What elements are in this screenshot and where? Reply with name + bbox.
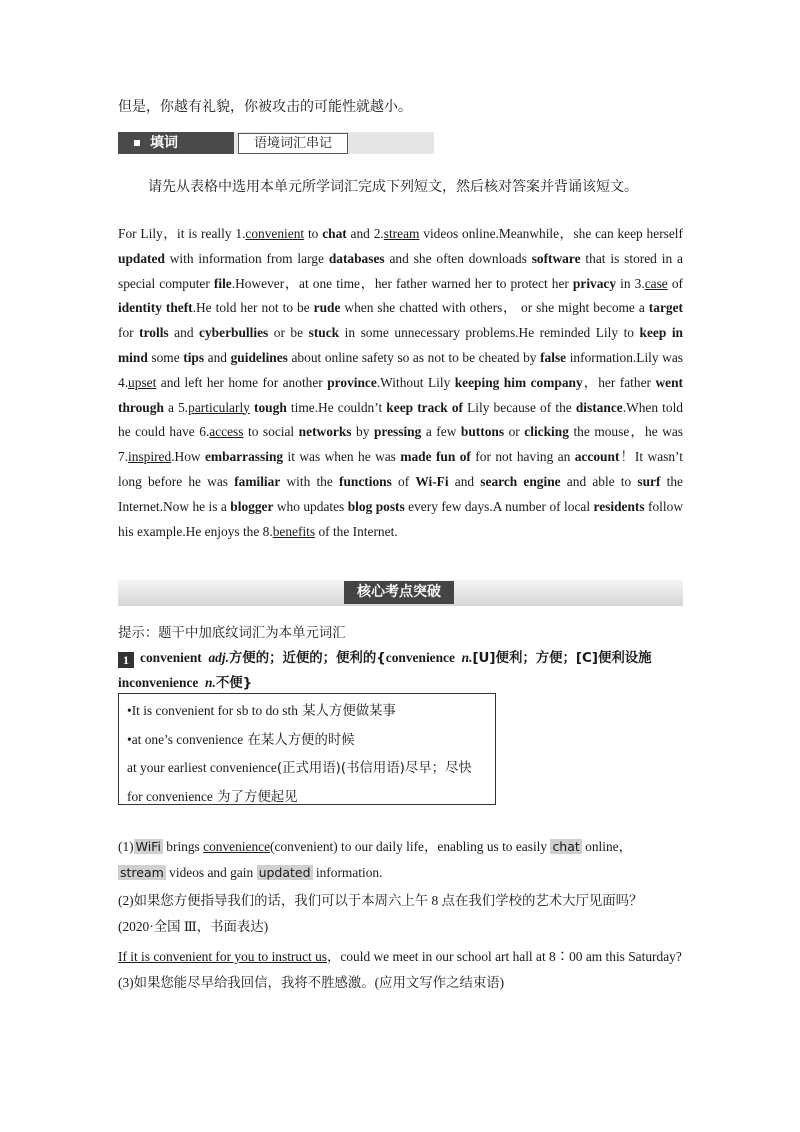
passage <box>118 222 683 544</box>
usage-item: at your earliest convenience(正式用语)(书信用语)尽早；尽快 <box>127 760 472 776</box>
key-vocab: province <box>327 374 377 390</box>
highlighted-word: stream <box>120 865 164 880</box>
key-vocab: search engine <box>480 473 561 489</box>
entry-meaning: 方便的；近便的；便利的{ <box>228 651 386 666</box>
passage-text: with the <box>280 473 339 489</box>
passage-text: in 3. <box>616 275 645 291</box>
key-vocab: functions <box>339 473 392 489</box>
section-title-core: 核心考点突破 <box>344 581 454 604</box>
key-vocab: rude <box>313 300 341 316</box>
passage-text: in some unnecessary problems.He reminded Lily to <box>339 325 640 341</box>
key-vocab: residents <box>593 498 645 514</box>
key-vocab: tough <box>254 399 287 415</box>
exercise-2-answer: If it is convenient for you to instruct us，could we meet in our school art hall at 8∶00 am this Saturday? <box>118 949 682 964</box>
key-vocab: false <box>540 349 567 365</box>
exercises <box>118 834 684 996</box>
key-vocab: guidelines <box>230 349 288 365</box>
passage-text: .When told he could have 6. <box>118 399 683 440</box>
entry-noun-meaning: [U]便利；方便；[C]便利设施 <box>472 651 652 666</box>
vocab-entry <box>118 646 688 696</box>
passage-text: .He told her not to be <box>192 300 314 316</box>
key-vocab: file <box>213 275 232 291</box>
passage-text: some <box>147 349 184 365</box>
passage-text: for <box>118 325 140 341</box>
usage-item: •at one’s convenience 在某人方便的时候 <box>127 731 355 748</box>
passage-text: that is stored in a special computer <box>118 250 683 291</box>
passage-text: .How <box>171 449 205 465</box>
exercise-2-source: (2020·全国 Ⅲ，书面表达) <box>118 919 269 934</box>
passage-text: and <box>168 325 200 341</box>
section-title: 填词 <box>118 132 234 154</box>
entry-neg-meaning: 不便} <box>215 676 253 691</box>
exercise-2-question: (2)如果您方便指导我们的话，我们可以于本周六上午 8 点在我们学校的艺术大厅见面吗？ <box>118 893 643 908</box>
hint-text: 提示：题干中加底纹词汇为本单元词汇 <box>118 625 346 640</box>
passage-text: by <box>351 424 374 440</box>
answer-blank: convenience <box>203 839 271 854</box>
usage-box <box>118 693 496 805</box>
passage-text: for not having an <box>470 449 575 465</box>
key-vocab: identity theft <box>118 300 193 316</box>
key-vocab: pressing <box>373 424 422 440</box>
key-vocab: keeping him company <box>454 374 583 390</box>
answer-blank: access <box>209 424 244 440</box>
entry-number: 1 <box>118 652 134 668</box>
key-vocab: surf <box>637 473 661 489</box>
passage-text: Lily because of the <box>462 399 576 415</box>
passage-text: follow his example.He enjoys the 8. <box>118 498 683 539</box>
square-bullet-icon <box>134 140 140 146</box>
key-vocab: embarrassing <box>204 449 284 465</box>
highlighted-word: chat <box>552 839 580 854</box>
key-vocab: cyberbullies <box>199 325 269 341</box>
passage-text: about online safety so as not to be cheated by <box>287 349 541 365</box>
key-vocab: target <box>648 300 683 316</box>
section-subtitle: 语境词汇串记 <box>238 133 348 154</box>
key-vocab: databases <box>328 250 385 266</box>
passage-text: with information from large <box>164 250 329 266</box>
entry-pos: adj. <box>208 650 229 665</box>
answer-blank: convenient <box>245 226 305 241</box>
answer-blank: stream <box>383 226 420 241</box>
section-banner-fill-words <box>118 132 434 156</box>
key-vocab: familiar <box>234 473 281 489</box>
answer-blank: particularly <box>188 399 250 415</box>
passage-text: and <box>204 349 231 365</box>
passage-text: and 2. <box>346 226 384 241</box>
passage-text: and <box>448 473 481 489</box>
highlighted-word: WiFi <box>135 839 161 854</box>
intro-sentence: 但是，你越有礼貌，你被攻击的可能性就越小。 <box>118 100 412 115</box>
key-vocab: blogger <box>230 498 274 514</box>
key-vocab: clicking <box>524 424 569 440</box>
passage-text: of the Internet. <box>315 523 398 539</box>
passage-text: to <box>304 226 323 241</box>
passage-text: .Without Lily <box>376 374 455 390</box>
answer-blank: If it is convenient for you to instruct us <box>118 949 328 964</box>
passage-text: or <box>504 424 525 440</box>
passage-text: who updates <box>273 498 348 514</box>
key-vocab: keep in mind <box>118 325 684 365</box>
passage-text: videos online.Meanwhile，she can keep herself <box>419 226 683 241</box>
passage-text: information.Lily was 4. <box>118 349 683 390</box>
passage-text: and able to <box>560 473 638 489</box>
key-vocab: privacy <box>572 275 617 291</box>
key-vocab: keep track of <box>386 399 463 415</box>
passage-text: ！It wasn’t long before he was <box>118 449 683 489</box>
passage-text: .However，at one time，her father warned her to protect her <box>231 275 573 291</box>
passage-text: to social <box>243 424 299 440</box>
entry-noun: convenience <box>385 650 455 665</box>
passage-text: every few days.A number of local <box>404 498 594 514</box>
key-vocab: stuck <box>308 325 340 341</box>
key-vocab: Wi-Fi <box>415 473 449 489</box>
passage-text: and she often downloads <box>384 250 532 266</box>
passage-text: it was when he was <box>283 449 401 465</box>
key-vocab: chat <box>322 226 347 241</box>
passage-text: of <box>391 473 416 489</box>
entry-noun-pos: n. <box>461 650 473 665</box>
entry-neg: inconvenience <box>118 675 199 690</box>
key-vocab: tips <box>183 349 205 365</box>
instruction-text: 请先从表格中选用本单元所学词汇完成下列短文，然后核对答案并背诵该短文。 <box>148 180 638 195</box>
key-vocab: made fun of <box>400 449 471 465</box>
passage-text: or be <box>268 325 309 341</box>
passage-text: the Internet.Now he is a <box>118 473 683 514</box>
highlighted-word: updated <box>258 865 311 880</box>
key-vocab: trolls <box>139 325 169 341</box>
answer-blank: benefits <box>272 523 316 539</box>
passage-text: ，her father <box>582 374 656 390</box>
passage-text: For Lily，it is really 1. <box>118 226 246 241</box>
entry-word: convenient <box>140 650 202 665</box>
answer-blank: inspired <box>128 449 172 465</box>
usage-item: for convenience 为了方便起见 <box>127 788 298 805</box>
section-banner-core <box>118 580 683 606</box>
exercise-1: (1) WiFi brings convenience(convenient) to our daily life，enabling us to easily chat online， stream videos and gain updated information. <box>118 839 633 880</box>
key-vocab: buttons <box>460 424 505 440</box>
entry-neg-pos: n. <box>205 675 216 690</box>
key-vocab: software <box>531 250 581 266</box>
answer-blank: upset <box>128 374 157 390</box>
passage-text: a 5. <box>163 399 189 415</box>
key-vocab: blog posts <box>347 498 405 514</box>
passage-text: of <box>667 275 683 291</box>
answer-blank: case <box>644 275 668 291</box>
usage-item: •It is convenient for sb to do sth 某人方便做某事 <box>127 703 396 719</box>
key-vocab: networks <box>298 424 352 440</box>
passage-text: a few <box>421 424 461 440</box>
passage-text: the mouse，he was 7. <box>118 424 683 465</box>
passage-text: time.He couldn’t <box>286 399 387 415</box>
key-vocab: account <box>574 449 620 465</box>
key-vocab: updated <box>118 250 165 266</box>
key-vocab: went through <box>118 374 683 415</box>
exercise-3-question: (3)如果您能尽早给我回信，我将不胜感激。(应用文写作之结束语) <box>118 975 505 990</box>
key-vocab: distance <box>575 399 623 415</box>
passage-text: and left her home for another <box>156 374 328 390</box>
passage-text: when she chatted with others， or she might become a <box>340 300 649 316</box>
